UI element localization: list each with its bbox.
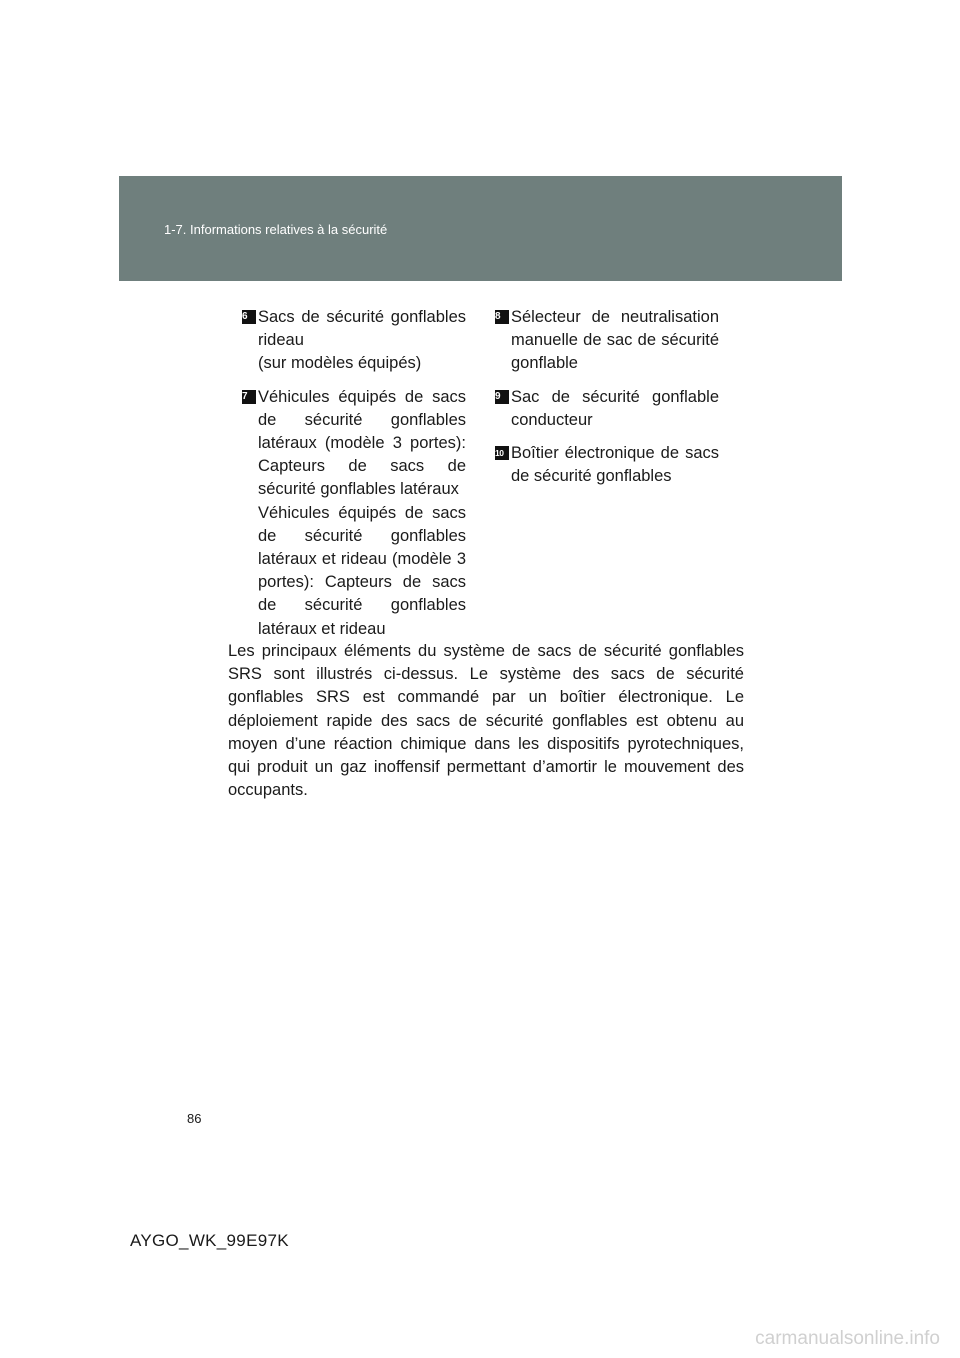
- legend-item-text: Sélecteur de neutralisation manuelle de sac de sécurité gonflable: [511, 308, 719, 373]
- section-title: 1-7. Informations relatives à la sécurité: [164, 222, 388, 237]
- legend-item-7: [242, 386, 466, 641]
- legend-item-text: Sac de sécurité gonflable conducteur: [511, 387, 719, 429]
- watermark-text: carmanualsonline.info: [755, 1328, 940, 1349]
- document-code: AYGO_WK_99E97K: [130, 1231, 289, 1250]
- legend-item-text: Sacs de sécurité gonflables rideau (sur modèles équipés): [258, 308, 466, 373]
- legend-number-badge: 7: [242, 390, 256, 404]
- body-paragraph: Les principaux éléments du système de sacs de sécurité gonflables SRS sont illustrés ci-dessus. Le système des sacs de sécurité gonflables SRS est commandé par un boîtier électronique. Le déploiement rapide des sacs de sécurité gonflables est obtenu au moyen d’une réaction chimique dans les dispositifs pyrotechniques, qui produit un gaz inoffensif permettant d’amortir le mouvement des occupants.: [228, 642, 744, 800]
- legend-number-badge: 9: [495, 390, 509, 404]
- legend-number-badge: 8: [495, 310, 509, 324]
- legend-item-9: [495, 386, 719, 432]
- right-legend-column: [495, 306, 719, 498]
- page-number: 86: [187, 1111, 202, 1126]
- legend-item-8: [495, 306, 719, 376]
- legend-item-6: [242, 306, 466, 376]
- legend-number-badge: 6: [242, 310, 256, 324]
- legend-item-text: Véhicules équipés de sacs de sécurité gonflables latéraux (modèle 3 portes): Capteurs de sacs de sécurité gonflables latéraux Véhicules équipés de sacs de sécurité gonflables latéraux et rideau (modèle 3 portes): Capteurs de sacs de sécurité gonflables latéraux et rideau: [258, 387, 466, 638]
- left-legend-column: [242, 306, 466, 651]
- legend-item-10: [495, 442, 719, 488]
- legend-number-badge: 10: [495, 446, 509, 460]
- legend-item-text: Boîtier électronique de sacs de sécurité gonflables: [511, 444, 719, 486]
